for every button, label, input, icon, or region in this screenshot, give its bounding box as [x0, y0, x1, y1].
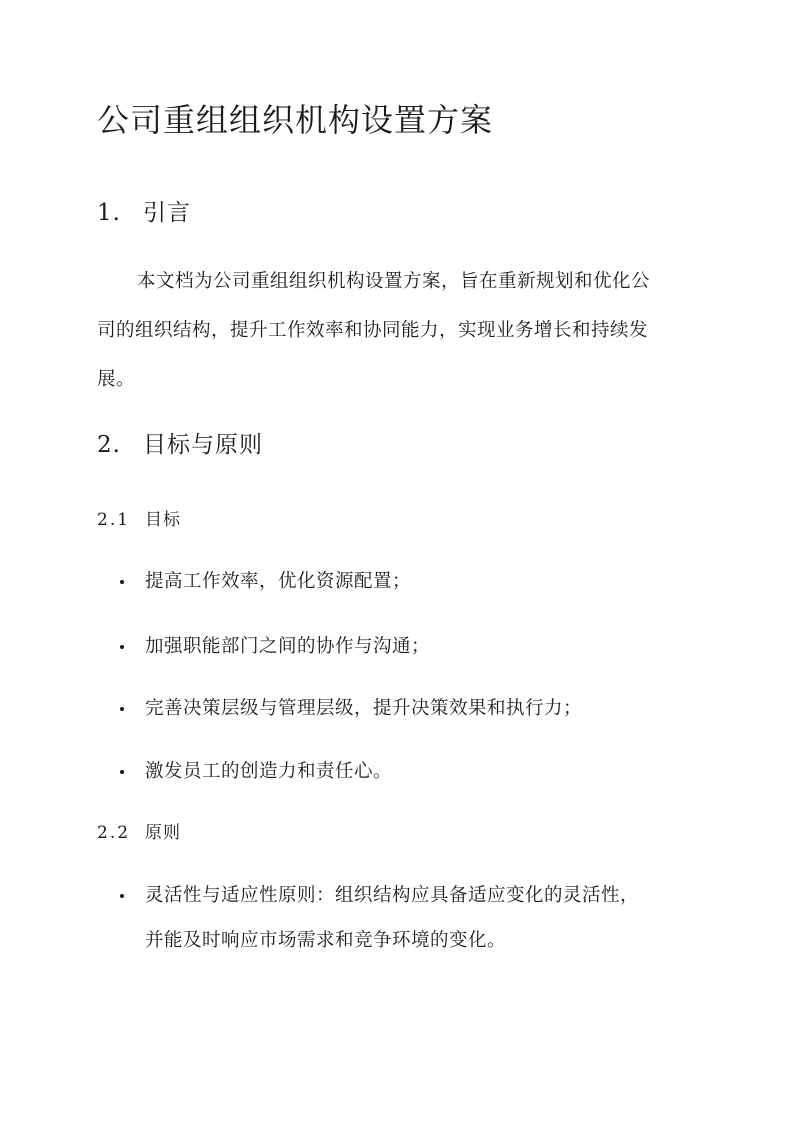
list-item-text: 激发员工的创造力和责任心。 [145, 761, 393, 782]
section-title: 引言 [143, 200, 191, 226]
section-number: 1. [97, 200, 121, 226]
subsection-title: 目标 [145, 510, 181, 530]
bullet-icon [120, 645, 124, 649]
paragraph-line: 司的组织结构，提升工作效率和协同能力，实现业务增长和持续发 [97, 320, 649, 341]
list-item-text-continued: 并能及时响应市场需求和竞争环境的变化。 [145, 930, 507, 951]
section-heading-goals-principles [97, 428, 263, 462]
section-title: 目标与原则 [143, 432, 263, 458]
section-number: 2. [97, 432, 121, 458]
list-item-text: 提高工作效率，优化资源配置； [145, 571, 412, 592]
list-item-text: 完善决策层级与管理层级，提升决策效果和执行力； [145, 698, 583, 719]
list-item-text: 灵活性与适应性原则：组织结构应具备适应变化的灵活性， [145, 885, 640, 906]
list-item-text: 加强职能部门之间的协作与沟通； [145, 636, 431, 657]
bullet-icon [120, 770, 124, 774]
paragraph-line: 本文档为公司重组组织机构设置方案，旨在重新规划和优化公 [137, 271, 651, 292]
subsection-number: 2.1 [97, 510, 131, 530]
paragraph-line: 展。 [97, 369, 136, 390]
subsection-heading-goals [97, 507, 181, 533]
subsection-title: 原则 [145, 823, 181, 843]
bullet-icon [120, 580, 124, 584]
subsection-number: 2.2 [97, 823, 131, 843]
section-heading-introduction [97, 196, 191, 230]
bullet-icon [120, 894, 124, 898]
subsection-heading-principles [97, 820, 181, 846]
bullet-icon [120, 707, 124, 711]
document-title: 公司重组组织机构设置方案 [97, 101, 494, 139]
